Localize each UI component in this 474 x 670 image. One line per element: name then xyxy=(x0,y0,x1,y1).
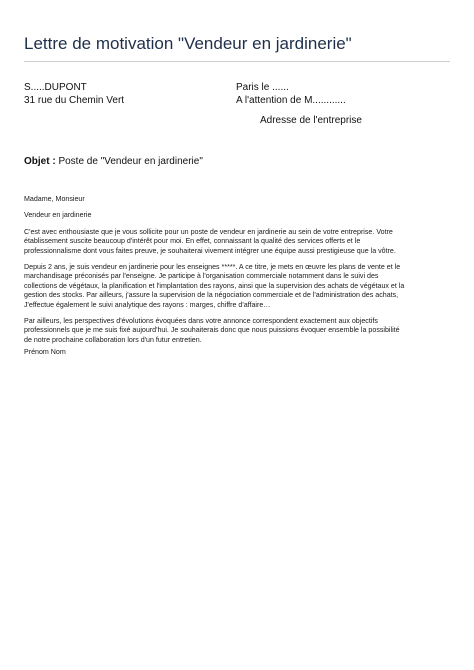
sender-name: S.....DUPONT xyxy=(24,82,87,93)
recipient-block xyxy=(236,82,346,107)
paragraph-line: marchandisage préconisés par l'enseigne. Je participe à l'organisation commerciale notamment dans le suivi des xyxy=(24,272,379,281)
salutation: Madame, Monsieur xyxy=(24,195,85,203)
signature: Prénom Nom xyxy=(24,348,66,356)
subject-text: Poste de "Vendeur en jardinerie" xyxy=(55,156,203,167)
subject-label: Objet : xyxy=(24,156,56,167)
paragraph-experience xyxy=(24,263,450,310)
paragraph-line: Par ailleurs, les perspectives d'évolutions évoquées dans votre annonce correspondent exactement aux objectifs xyxy=(24,317,378,326)
company-address: Adresse de l'entreprise xyxy=(260,115,362,126)
title-divider xyxy=(24,61,450,62)
paragraph-line: professionnalisme dont vous faites preuve, je souhaiterai vivement intégrer une équipe aussi prestigieuse que la vôtre. xyxy=(24,246,396,255)
sender-block xyxy=(24,82,124,107)
recipient-attention: A l'attention de M............ xyxy=(236,94,346,106)
paragraph-line: Depuis 2 ans, je suis vendeur en jardinerie pour les enseignes *****. A ce titre, je mets en œuvre les plans de vente et le xyxy=(24,263,401,272)
paragraph-closing xyxy=(24,317,450,345)
paragraph-line: C'est avec enthousiaste que je vous sollicite pour un poste de vendeur en jardinerie au sein de votre entreprise. Votre xyxy=(24,227,393,236)
city-date: Paris le ...... xyxy=(236,82,289,93)
subject-line xyxy=(24,156,203,167)
paragraph-motivation xyxy=(24,228,450,256)
paragraph-line: gestion des stocks. Par ailleurs, j'assure la supervision de la négociation commerciale et de l'administration des achats, xyxy=(24,291,399,300)
paragraph-line: collections de végétaux, la planification et l'implantation des rayons, ainsi que la supervision des achats de végétaux et la xyxy=(24,281,405,290)
letter-body xyxy=(24,195,450,352)
paragraph-line: de notre prochaine collaboration lors d'un futur entretien. xyxy=(24,335,202,344)
sender-address: 31 rue du Chemin Vert xyxy=(24,94,125,106)
paragraph-line: J'effectue également le suivi analytique des rayons : marges, chiffre d'affaire… xyxy=(24,300,271,309)
document-title: Lettre de motivation "Vendeur en jardinerie" xyxy=(24,34,352,53)
paragraph-line: établissement suscite beaucoup d'intérêt pour moi. En effet, connaissant la qualité des services offerts et le xyxy=(24,237,361,246)
paragraph-line: professionnels que je me suis fixé aujourd'hui. Je souhaiterais donc que nous puissions évoquer ensemble la possibilité xyxy=(24,326,400,335)
reference-line: Vendeur en jardinerie xyxy=(24,211,92,220)
